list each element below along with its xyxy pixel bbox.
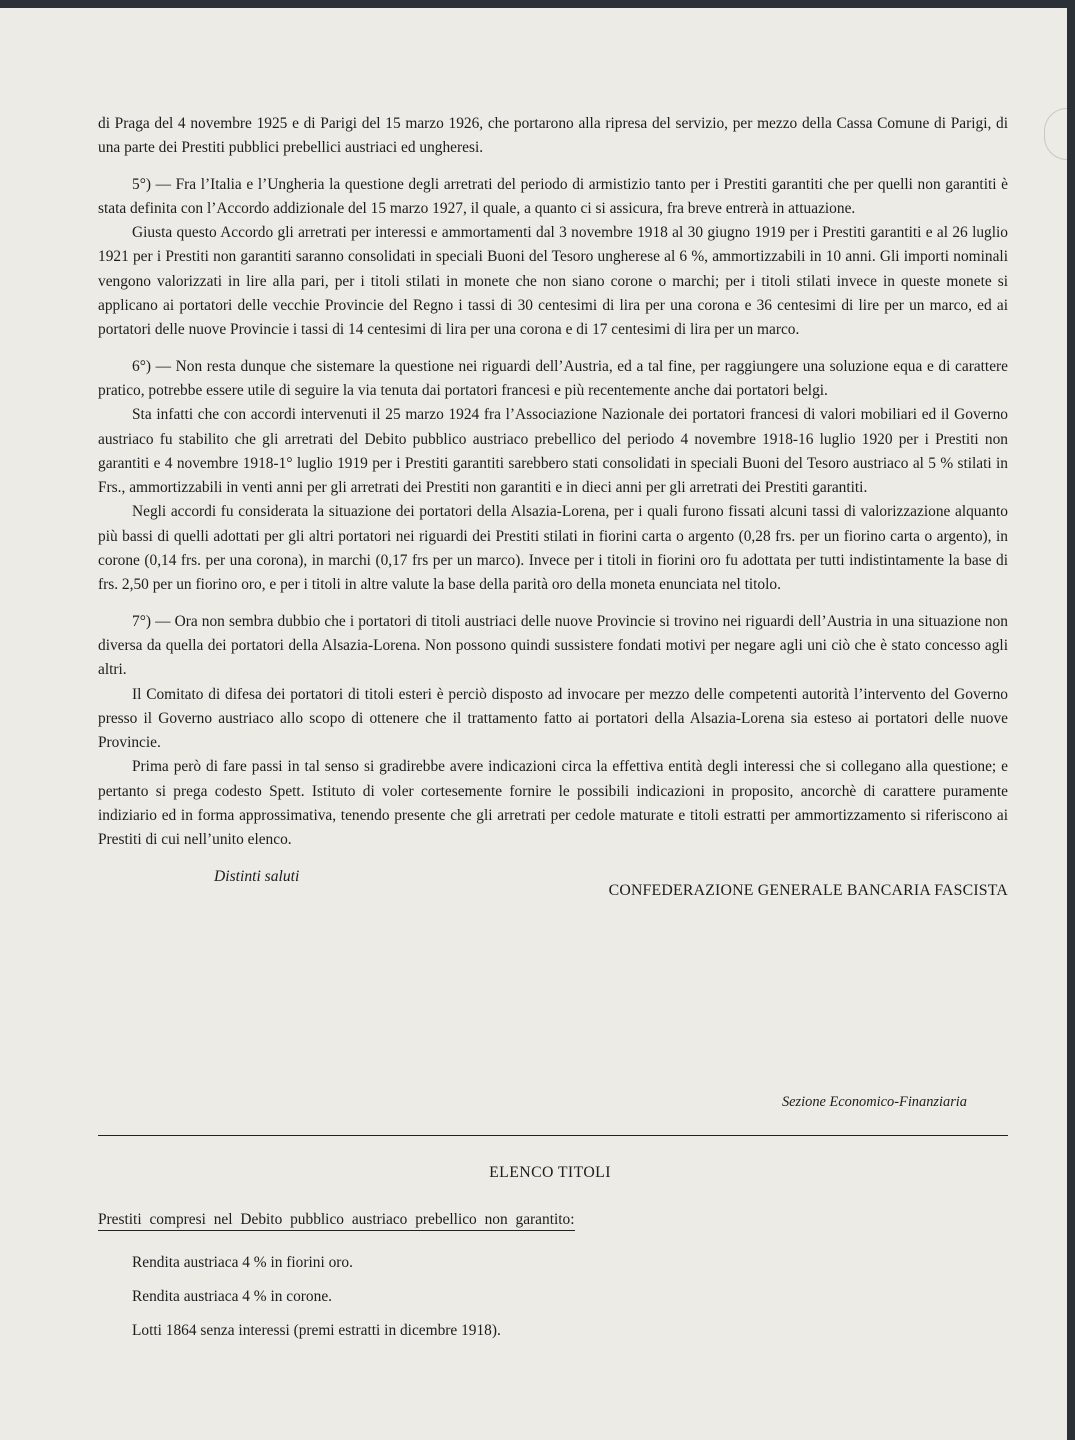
list-item: Rendita austriaca 4 % in corone. [132,1288,333,1305]
page-edge-mark [1044,108,1067,160]
letter-body [98,112,1008,913]
paragraph: Giusta questo Accordo gli arretrati per interessi e ammortamenti dal 3 novembre 1918 al 30 giugno 1919 per i Prestiti garantiti e al 26 luglio 1921 per i Prestiti non garantiti saranno consolidati in speciali Buoni del Tesoro ungherese al 6 %, ammortizzabili in 10 anni. Gli importi nominali vengono valorizzati in lire alla pari, per i titoli stilati in monete che non siano corone o marchi; per i titoli stilati invece in queste monete si applicano ai portatori delle vecchie Provincie del Regno i tassi di 30 centesimi di lira per una corona e 36 centesimi di lire per un marco, ed ai portatori delle nuove Provincie i tassi di 14 centesimi di lira per una corona e di 17 centesimi di lira per un marco. [98,224,1008,339]
paragraph: di Praga del 4 novembre 1925 e di Parigi del 15 marzo 1926, che portarono alla ripresa del servizio, per mezzo della Cassa Comune di Parigi, di una parte dei Prestiti pubblici prebellici austriaci ed ungheresi. [98,115,1008,157]
paragraph: 7°) — Ora non sembra dubbio che i portatori di titoli austriaci delle nuove Provincie si trovino nei riguardi dell’Austria in una situazione non diversa da quella dei portatori della Alsazia-Lorena. Non possono quindi sussistere fondati motivi per negare agli uni ciò che è stato concesso agli altri. [98,612,1008,679]
list-item: Lotti 1864 senza interessi (premi estratti in dicembre 1918). [132,1322,501,1339]
paragraph: 5°) — Fra l’Italia e l’Ungheria la questione degli arretrati del periodo di armistizio tanto per i Prestiti garantiti che per quelli non garantiti è stata definita con l’Accordo addizionale del 15 marzo 1927, il quale, a quanto ci si assicura, fra breve entrerà in attuazione. [98,175,1008,217]
paragraph: Il Comitato di difesa dei portatori di titoli esteri è perciò disposto ad invocare per mezzo delle competenti autorità l’intervento del Governo presso il Governo austriaco allo scopo di ottenere che il trattamento fatto ai portatori della Alsazia-Lorena sia esteso ai portatori delle nuove Provincie. [98,685,1008,752]
paragraph: Negli accordi fu considerata la situazione dei portatori della Alsazia-Lorena, per i quali furono fissati alcuni tassi di valorizzazione alquanto più bassi di quelli adottati per gli altri portatori nei riguardi dei Prestiti stilati in fiorini carta o argento (0,28 frs. per un fiorino carta o argento), in corone (0,14 frs. per una corona), in marchi (0,17 frs per un marco). Invece per i titoli in fiorini oro fu adottata per tutti indistintamente la base di frs. 2,50 per un fiorino oro, e per i titoli in altre valute la base della parità oro della moneta enunciata nel titolo. [98,503,1008,594]
securities-list [132,1253,501,1355]
paragraph: Sta infatti che con accordi intervenuti il 25 marzo 1924 fra l’Associazione Nazionale dei portatori francesi di valori mobiliari ed il Governo austriaco fu stabilito che gli arretrati del Debito pubblico austriaco prebellico del periodo 4 novembre 1918-16 luglio 1920 per i Prestiti non garantiti e 4 novembre 1918-1° luglio 1919 per i Prestiti garantiti sarebbero stati consolidati in speciali Buoni del Tesoro austriaco al 5 % stilati in Frs., ammortizzabili in venti anni per gli arretrati dei Prestiti non garantiti e in dieci anni per gli arretrati dei Prestiti garantiti. [98,406,1008,497]
list-subtitle: Prestiti compresi nel Debito pubblico austriaco prebellico non garantito: [98,1211,575,1231]
document-page [0,8,1067,1440]
paragraph-list [98,112,1008,853]
list-title: ELENCO TITOLI [489,1164,611,1181]
organization-section: Sezione Economico-Finanziaria [781,1094,967,1110]
paragraph: 6°) — Non resta dunque che sistemare la questione nei riguardi dell’Austria, ed a tal fine, per raggiungere una soluzione equa e di carattere pratico, potrebbe essere utile di seguire la via tenuta dai portatori francesi e più recentemente anche dai portatori belgi. [98,357,1008,399]
signature-block [98,865,1008,913]
list-item: Rendita austriaca 4 % in fiorini oro. [132,1254,353,1271]
divider-rule [98,1135,1008,1136]
paragraph: Prima però di fare passi in tal senso si gradirebbe avere indicazioni circa la effettiva entità degli interessi che si collegano alla questione; e pertanto si prega codesto Spett. Istituto di voler cortesemente fornire le possibili indicazioni in proposito, ancorchè di carattere puramente indiziario ed in forma approssimativa, tenendo presente che gli arretrati per cedole maturate e titoli estratti per ammortizzamento si riferiscono ai Prestiti di cui nell’unito elenco. [98,758,1008,849]
organization-name: CONFEDERAZIONE GENERALE BANCARIA FASCISTA [608,881,1008,899]
closing-salutation: Distinti saluti [214,867,300,885]
